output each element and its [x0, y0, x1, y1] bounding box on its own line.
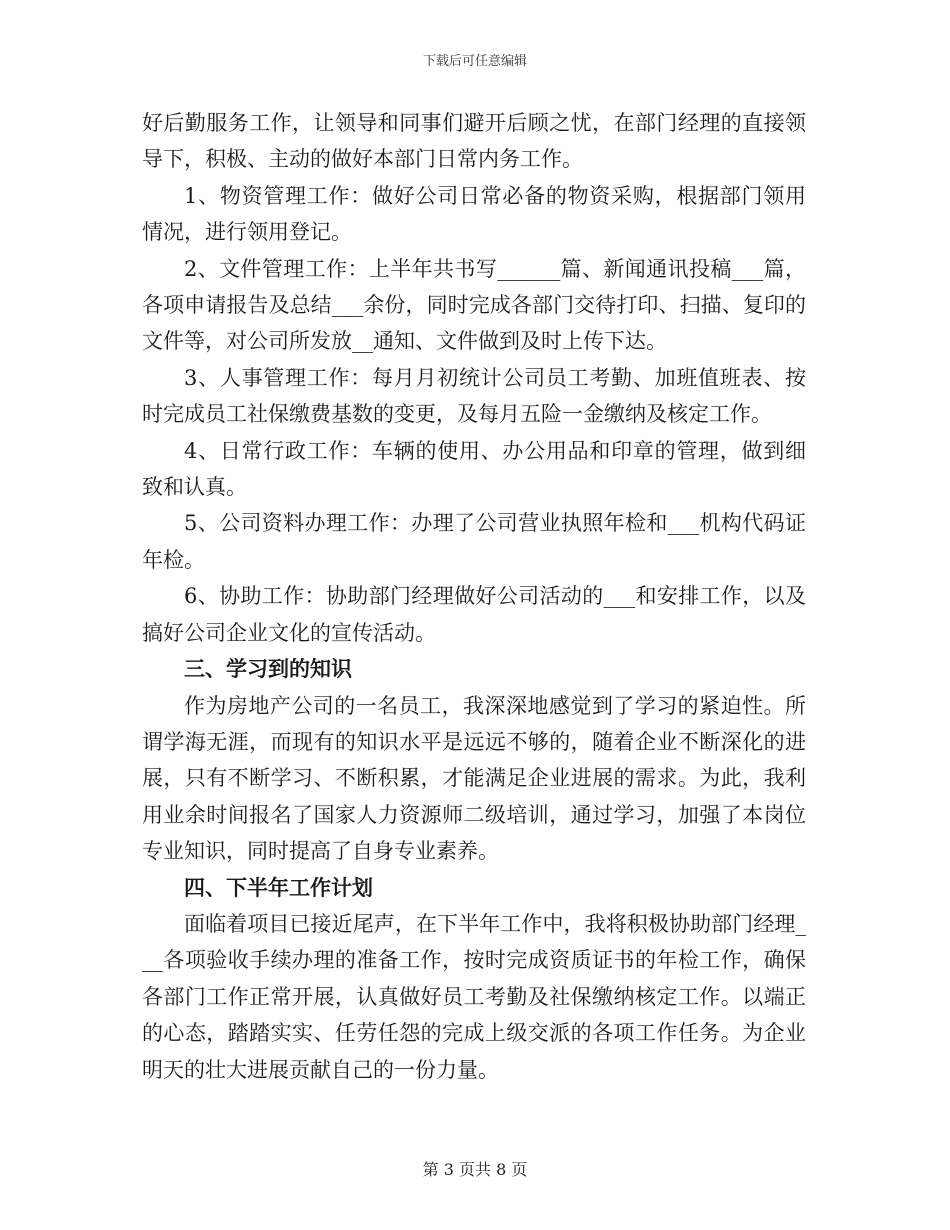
paragraph-item-4: 4、日常行政工作：车辆的使用、办公用品和印章的管理，做到细致和认真。 — [142, 438, 806, 500]
page-header: 下载后可任意编辑 — [422, 54, 527, 69]
section-heading-plan: 四、下半年工作计划 — [184, 874, 373, 900]
paragraph-plan: 面临着项目已接近尾声，在下半年工作中，我将积极协助部门经理___各项验收手续办理的准备工作，按时完成资质证书的年检工作，确保各部门工作正常开展，认真做好员工考勤及社保缴纳核定工作。以端正的心态，踏踏实实、任劳任怨的完成上级交派的各项工作任务。为企业明天的壮大进展贡献自己的一份力量。 — [142, 911, 806, 1082]
paragraph-item-2: 2、文件管理工作：上半年共书写______篇、新闻通讯投稿___篇，各项申请报告及总结___余份，同时完成各部门交待打印、扫描、复印的文件等，对公司所发放__通知、文件做到及时上传下达。 — [142, 256, 806, 354]
paragraph-continuation: 好后勤服务工作，让领导和同事们避开后顾之忧，在部门经理的直接领导下，积极、主动的做好本部门日常内务工作。 — [142, 111, 806, 172]
paragraph-item-6: 6、协助工作：协助部门经理做好公司活动的___和安排工作，以及搞好公司企业文化的宣传活动。 — [142, 584, 806, 645]
section-heading-knowledge: 三、学习到的知识 — [184, 656, 352, 682]
paragraph-knowledge: 作为房地产公司的一名员工，我深深地感觉到了学习的紧迫性。所谓学海无涯，而现有的知识水平是远远不够的，随着企业不断深化的进展，只有不断学习、不断积累，才能满足企业进展的需求。为此，我利用业余时间报名了国家人力资源师二级培训，通过学习，加强了本岗位专业知识，同时提高了自身专业素养。 — [142, 693, 806, 864]
document-body — [142, 105, 806, 1088]
paragraph-item-3: 3、人事管理工作：每月月初统计公司员工考勤、加班值班表、按时完成员工社保缴费基数的变更，及每月五险一金缴纳及核定工作。 — [142, 365, 806, 427]
paragraph-item-5: 5、公司资料办理工作：办理了公司营业执照年检和___机构代码证年检。 — [142, 511, 806, 572]
page-footer: 第 3 页共 8 页 — [422, 1160, 528, 1179]
paragraph-item-1: 1、物资管理工作：做好公司日常必备的物资采购，根据部门领用情况，进行领用登记。 — [142, 183, 806, 245]
